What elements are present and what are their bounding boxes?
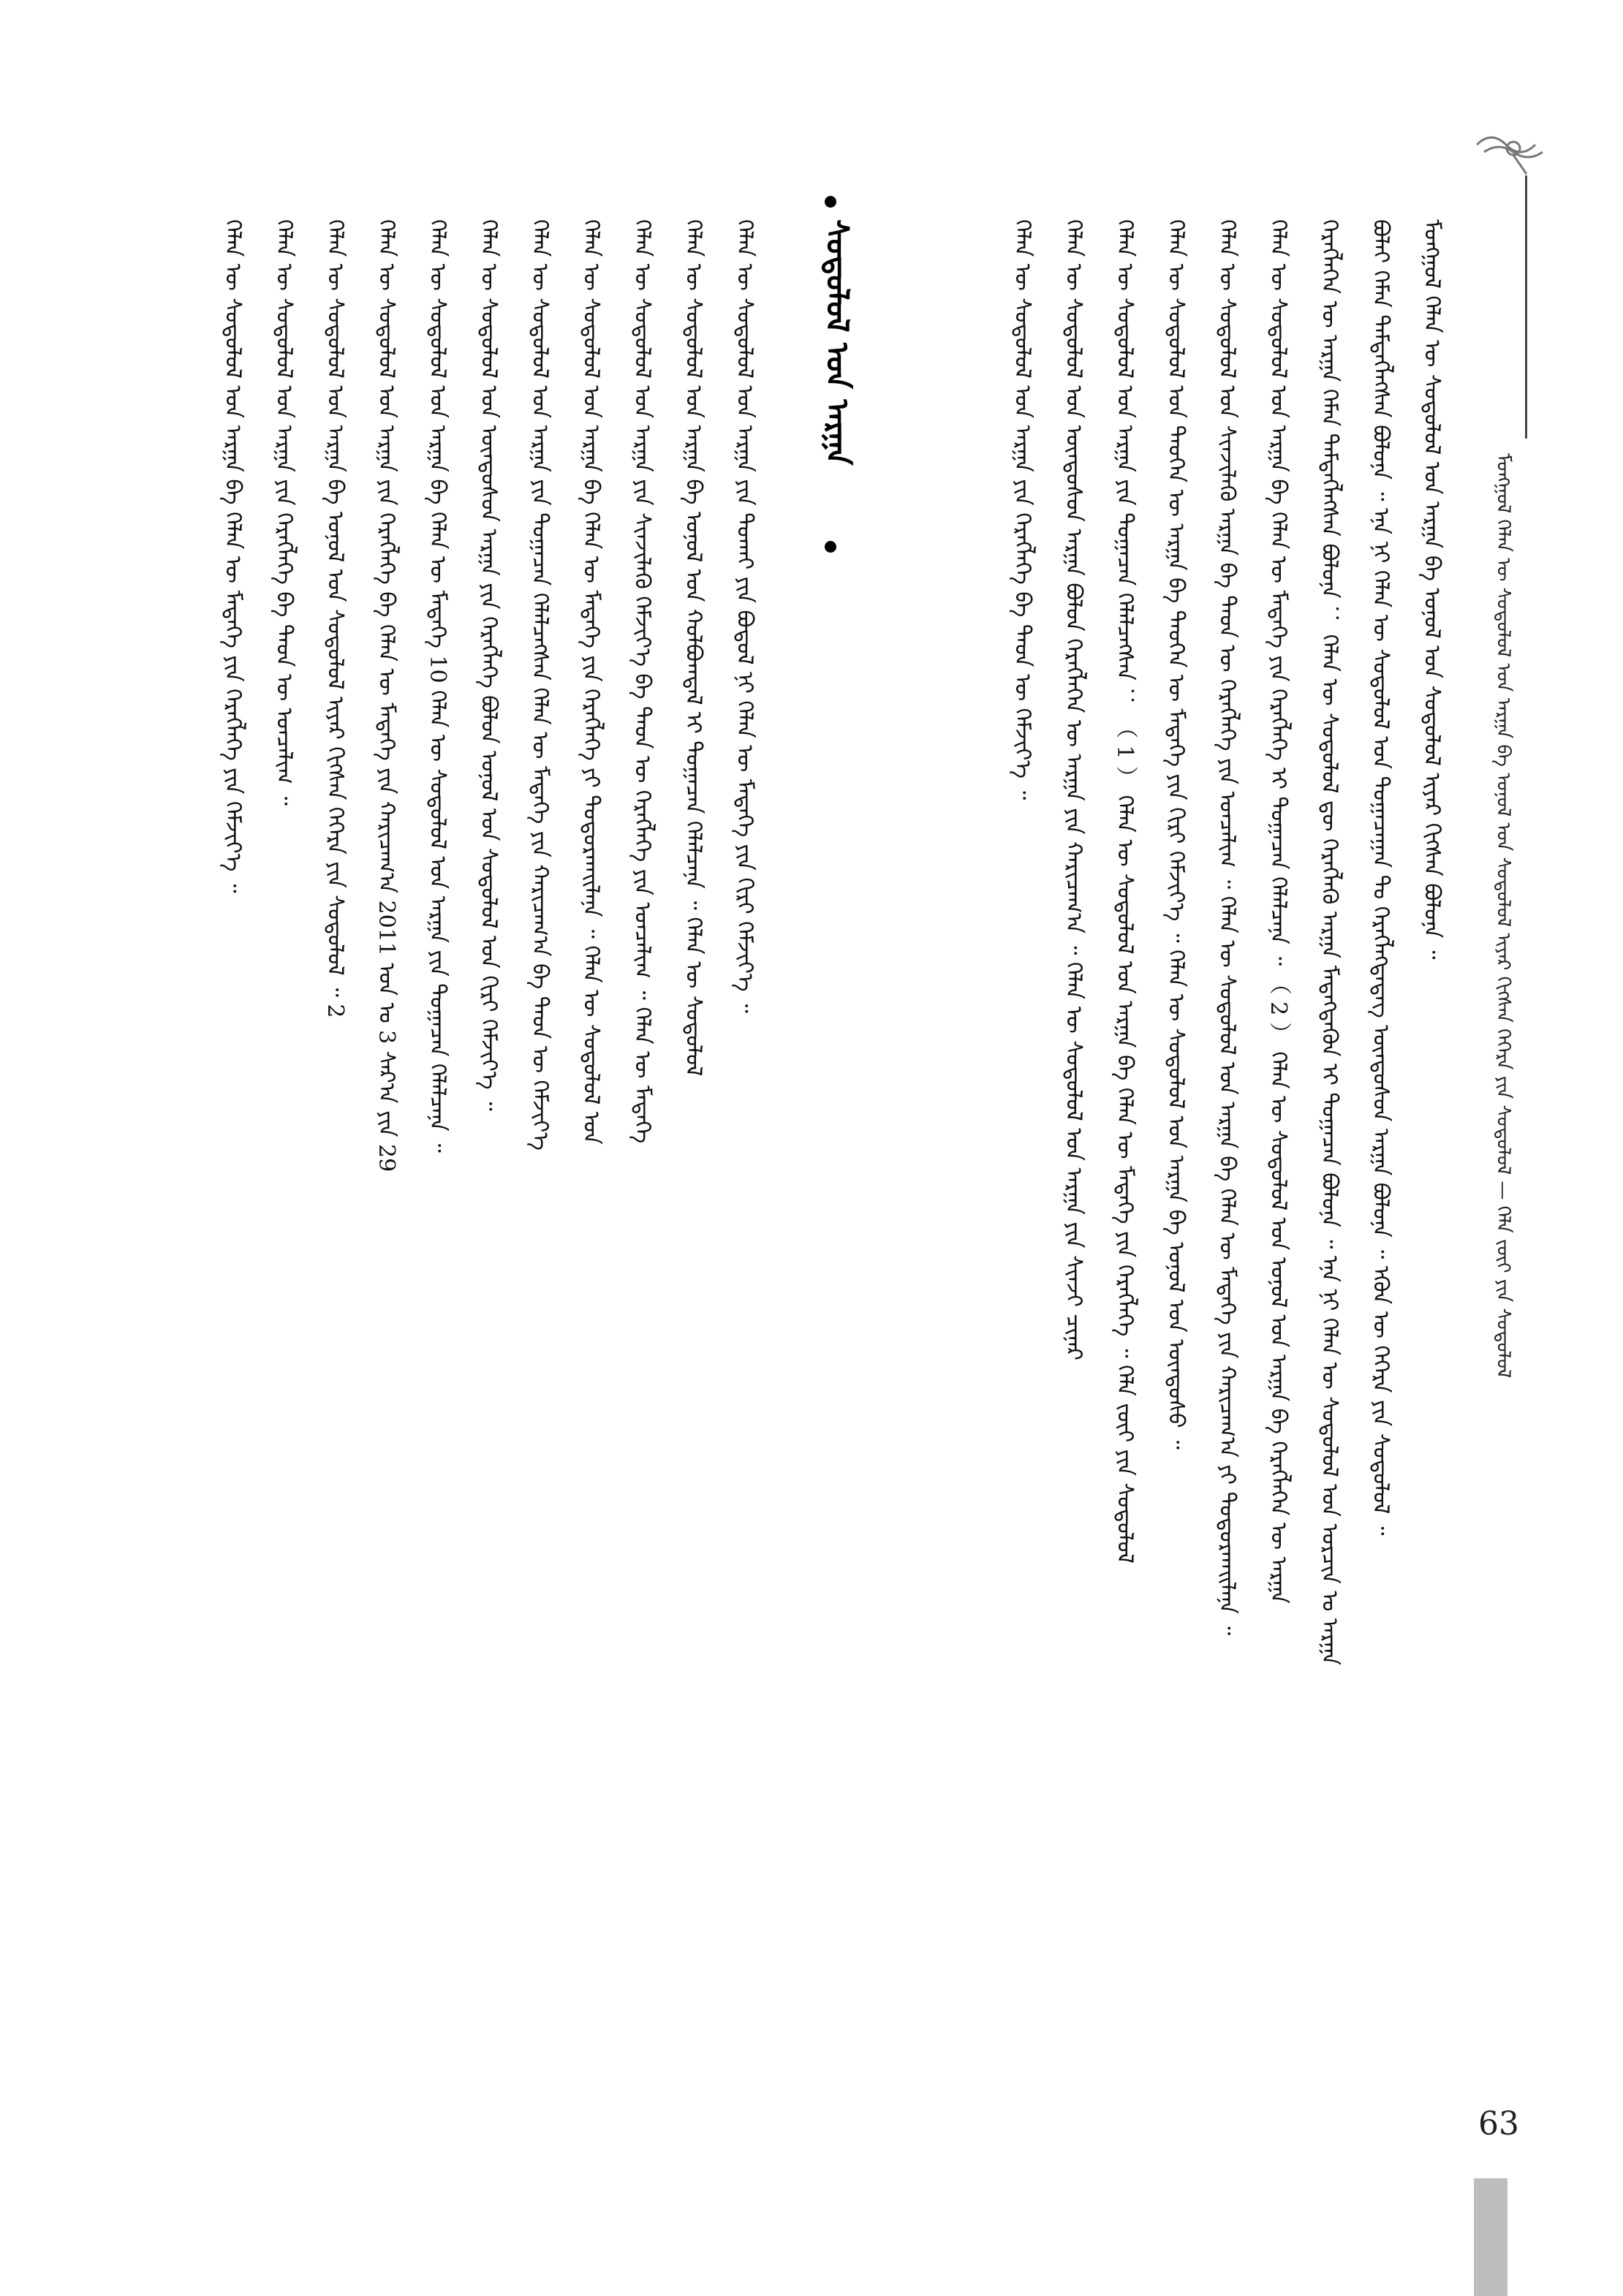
header-rule <box>1525 175 1527 439</box>
bullet-dot <box>825 541 836 553</box>
text-column: ᠮᠣᠩᠭᠣᠯ ᠬᠡᠯᠡᠨ ᠦ ᠰᠤᠳᠤᠯᠤᠯ ᠤᠨ ᠠᠷᠭᠠ ᠪᠠ ᠣᠨᠣᠯ ᠤᠨ ᠰᠤᠳᠤᠯᠤᠯ ᠢᠶᠠᠷ ᠬᠢᠭᠰᠡᠨ ᠪᠣᠯᠤᠨᠠ ᠃ <box>1419 219 1445 960</box>
page-number: 63 <box>1478 2105 1519 2142</box>
running-header: ᠮᠣᠩᠭᠣᠯ ᠬᠡᠯᠡᠨ ᠦ ᠰᠤᠳᠤᠯᠤᠯ ᠤᠨ ᠠᠷᠭᠠ ᠪᠠ ᠣᠨᠣᠯ ᠤᠨ ᠰᠤᠳᠤᠯᠤᠯ ᠢᠶᠠᠷ ᠬᠢᠭᠰᠡᠨ ᠬᠡᠭᠡᠷᠡ ᠶᠢᠨ ᠰᠤᠳᠤᠯᠤᠯ — ᠬᠡᠯᠡ ᠵᠦᠢ ᠶᠢᠨ ᠰᠤᠳᠤᠯᠤᠯ <box>1492 453 1514 1379</box>
text-column: ᠬᠡᠯᠡᠨ ᠦ ᠰᠤᠳᠤᠯᠤᠯ ᠤᠨ ᠠᠷᠭᠠ ᠶᠢᠨ ᠲᠣᠭᠠᠴᠠᠨ ᠬᠡᠯᠡᠯᠴᠡᠭᠰᠡᠨ ： （ 1 ） ᠬᠡᠯᠡᠨ ᠦ ᠰᠤᠳᠤᠯᠤᠯ ᠤᠨ ᠠᠷᠭᠠ ᠪᠠ ᠬᠡᠯᠡᠨ ᠦ ᠮᠡᠳᠡᠭᠡ ᠶᠢᠨ ᠬᠡᠷᠡᠭᠯᠡᠭᠡ ᠃ ᠬᠡᠯᠡ ᠵᠦᠢ ᠶᠢᠨ ᠰᠤᠳᠤᠯᠤᠯ <box>1112 219 1138 1564</box>
text-column: ᠬᠡᠯᠡᠨ ᠦ ᠰᠤᠳᠤᠯᠤᠯ ᠤᠨ ᠦᠨᠳᠦᠰᠦᠨ ᠠᠷᠭᠠ ᠪᠣᠯᠤᠨ ᠬᠡᠷᠡᠭᠯᠡᠭᠡᠨ ᠦ ᠠᠷᠭᠠ ᠶᠢᠨ ᠬᠠᠷᠢᠴᠠᠭ᠎ᠠ ᠃ ᠬᠡᠯᠡᠨ ᠦ ᠰᠤᠳᠤᠯᠤᠯ ᠤᠨ ᠠᠷᠭᠠ ᠶᠢᠨ ᠰᠢᠨᠵᠢ ᠴᠢᠨᠠᠷ <box>1061 219 1086 1361</box>
text-column: ᠬᠡᠯᠡᠨ ᠦ ᠰᠤᠳᠤᠯᠤᠯ ᠤᠨ ᠠᠷᠭᠠ ᠪᠠ ᠬᠡᠯᠡᠨ ᠦ ᠮᠡᠳᠡᠭᠡ ᠶᠢᠨ ᠬᠡᠷᠡᠭᠯᠡᠭᠡ ᠶᠢ ᠲᠣᠳᠤᠷᠬᠠᠢᠯᠠᠨᠠ ᠃ ᠬᠡᠯᠡᠨ ᠦ ᠰᠤᠳᠤᠯᠤᠯ ᠤᠨ <box>578 219 604 1145</box>
text-column: ᠬᠡᠯᠡᠨ ᠦ ᠰᠤᠳᠤᠯᠤᠯ ᠤᠨ ᠠᠷᠭᠠ ᠶᠢᠨ ᠬᠡᠷᠡᠭᠯᠡᠭᠡ ᠪᠠ ᠲᠡᠦᠨ ᠦ ᠬᠡᠮᠵᠢᠶ᠎ᠡ ᠃ <box>1010 219 1035 800</box>
page-edge-tab <box>1474 2178 1507 2296</box>
text-column: ᠬᠡᠷᠡᠭᠯᠡᠭᠡᠨ ᠦ ᠠᠷᠭᠠ ᠬᠡᠮᠡᠨ ᠲᠡᠮᠳᠡᠭᠯᠡᠭᠰᠡᠨ ᠪᠣᠯᠤᠨᠠ ： ᠬᠡᠯᠡᠨ ᠦ ᠰᠤᠳᠤᠯᠤᠯ ᠳᠦ ᠬᠡᠷᠡᠭᠯᠡᠬᠦ ᠠᠷᠭᠠ ᠮᠡᠳᠡᠭᠳᠡᠬᠦᠨ ᠢ ᠲᠣᠭᠠᠴᠠᠨ ᠪᠣᠯᠤᠨᠠ ᠃ ᠡᠨᠡ ᠨᠢ ᠬᠡᠯᠡᠨ ᠦ ᠰᠤᠳᠤᠯᠤᠯ ᠤᠨ ᠣᠷᠴᠢᠨ ᠤ ᠠᠷᠭᠠ <box>1317 219 1342 1666</box>
text-column: ᠬᠡᠯᠡᠨ ᠦ ᠰᠤᠳᠤᠯᠤᠯ ᠤᠨ ᠠᠷᠭᠠ ᠪᠠ ᠣᠨᠣᠯ ᠤᠨ ᠰᠤᠳᠤᠯᠤᠯ ᠢᠶᠠᠷ ᠬᠢᠭᠰᠡᠨ ᠬᠡᠭᠡᠷᠡ ᠶᠢᠨ ᠰᠤᠳᠤᠯᠤᠯ ᠃ 2 <box>322 219 348 1018</box>
text-column: ᠬᠡᠯᠡᠨ ᠦ ᠰᠤᠳᠤᠯᠤᠯ ᠤᠨ ᠠᠷᠭᠠ ᠶᠢᠨ ᠬᠡᠷᠡᠭᠯᠡᠭᠡ ᠪᠠ ᠬᠡᠯᠡᠨ ᠦ ᠮᠡᠳᠡᠭᠡ ᠶᠢᠨ ᠬᠠᠷᠢᠴᠠᠭ᠎ᠠ 2011 ᠣᠨ ᠤ 3 ᠰᠠᠷ᠎ᠠ ᠶᠢᠨ 29 <box>374 219 399 1172</box>
section-heading: ᠰᠤᠳᠤᠯᠤᠯ ᠤᠨ ᠠᠷᠭᠠ <box>820 219 855 466</box>
text-column: ᠬᠡᠯᠡᠨ ᠦ ᠰᠤᠳᠤᠯᠤᠯ ᠤᠨ ᠠᠷᠭᠠ ᠪᠠ ᠬᠡᠯᠡᠨ ᠦ ᠮᠡᠳᠡᠭᠡ ᠶᠢᠨ ᠬᠡᠷᠡᠭᠯᠡᠭᠡ ᠢ ᠲᠣᠭᠠᠴᠠᠨ ᠬᠡᠯᠡᠯᠴᠡᠨᠡ ᠃ （ 2 ） ᠬᠡᠯᠡᠨ ᠦ ᠰᠤᠳᠤᠯᠤᠯ ᠤᠨ ᠣᠨᠣᠯ ᠤᠨ ᠠᠷᠭᠠ ᠪᠠ ᠬᠡᠷᠡᠭᠯᠡᠭᠡᠨ ᠦ ᠠᠷᠭᠠ <box>1266 219 1291 1604</box>
text-column: ᠬᠡᠯᠡᠨ ᠦ ᠰᠤᠳᠤᠯᠤᠯ ᠤᠨ ᠠᠷᠭᠠ ᠶᠢᠨ ᠰᠢᠨᠵᠢᠯᠡᠬᠦ ᠬᠡᠮᠵᠢᠶ᠎ᠡ ᠪᠠ ᠲᠡᠦᠨ ᠦ ᠬᠡᠷᠡᠭᠯᠡᠭᠡ ᠶᠢᠨ ᠣᠨᠴᠠᠯᠢᠭ ᠃ ᠬᠡᠯᠡᠨ ᠦ ᠮᠡᠳᠡᠭᠡ <box>629 219 655 1144</box>
text-column: ᠬᠡᠯᠡᠨ ᠦ ᠰᠤᠳᠤᠯᠤᠯ ᠤᠨ ᠰᠢᠨᠵᠢᠯᠡᠬᠦ ᠠᠷᠭᠠ ᠪᠠ ᠲᠡᠦᠨ ᠦ ᠬᠡᠷᠡᠭᠯᠡᠭᠡ ᠶᠢᠨ ᠣᠨᠴᠠᠯᠢᠭ ᠃ ᠬᠡᠯᠡᠨ ᠦ ᠰᠤᠳᠤᠯᠤᠯ ᠤᠨ ᠠᠷᠭᠠ ᠪᠠ ᠬᠡᠯᠡᠨ ᠦ ᠮᠡᠳᠡᠭᠡ ᠶᠢᠨ ᠬᠠᠷᠢᠴᠠᠭ᠎ᠠ ᠶᠢ ᠲᠣᠳᠤᠷᠬᠠᠢᠯᠠᠨᠠ ᠃ <box>1214 219 1240 1636</box>
text-column: ᠬᠡᠯᠡᠨ ᠦ ᠰᠤᠳᠤᠯᠤᠯ ᠤᠨ ᠠᠷᠭᠠ ᠪᠠ ᠬᠡᠯᠡᠨ ᠦ ᠮᠡᠳᠡᠭᠡ ᠶᠢᠨ ᠬᠡᠷᠡᠭᠯᠡᠭᠡ ᠶᠢᠨ ᠬᠡᠮᠵᠢᠶ᠎ᠡ ᠃ <box>220 219 246 893</box>
text-column: ᠪᠣᠯᠠᠢ ᠬᠡᠮᠡᠨ ᠲᠡᠮᠳᠡᠭᠯᠡᠭᠰᠡᠨ ᠪᠣᠯᠤᠨᠠ ᠃ ᠡᠨᠡ ᠨᠢ ᠬᠡᠯᠡᠨ ᠦ ᠰᠤᠳᠤᠯᠤᠯ ᠤᠨ ᠲᠣᠭᠠᠴᠠᠭᠠᠨ ᠲᠤ ᠬᠡᠷᠡᠭᠯᠡᠭᠳᠡᠳᠡᠭ ᠦᠨᠳᠦᠰᠦᠨ ᠠᠷᠭᠠ ᠪᠣᠯᠤᠨᠠ ᠃ ᠡᠭᠦᠨ ᠦ ᠬᠡᠭᠡᠷᠡ ᠶᠢᠨ ᠰᠤᠳᠤᠯᠤᠯ ᠃ <box>1368 219 1393 1536</box>
text-column: ᠬᠡᠯᠡᠨ ᠦ ᠰᠤᠳᠤᠯᠤᠯ ᠤᠨ ᠦᠨᠳᠦᠰᠦᠨ ᠠᠷᠭᠠ ᠶᠢᠨ ᠬᠡᠷᠡᠭᠯᠡᠭᠡ ᠪᠣᠯᠤᠨ ᠣᠨᠣᠯ ᠤᠨ ᠰᠤᠳᠤᠯᠤᠯ ᠤᠨ ᠬᠢᠷᠢ ᠬᠡᠮᠵᠢᠶ᠎ᠡ ᠃ <box>476 219 502 1111</box>
text-column: ᠬᠡᠯᠡᠨ ᠦ ᠰᠤᠳᠤᠯᠤᠯ ᠤᠨ ᠠᠷᠭᠠ ᠪᠠ ᠬᠡᠯᠡᠨ ᠦ ᠮᠡᠳᠡᠭᠡ 10 ᠬᠡᠯᠡᠨ ᠦ ᠰᠤᠳᠤᠯᠤᠯ ᠤᠨ ᠠᠷᠭᠠ ᠶᠢᠨ ᠲᠣᠭᠠᠴᠠᠨ ᠬᠡᠯᠡᠯᠴᠡᠨᠡ ᠃ <box>425 219 450 1153</box>
ornament-flourish <box>1462 123 1565 181</box>
bullet-dot <box>825 196 836 208</box>
text-column: ᠬᠡᠯᠡᠨ ᠦ ᠰᠤᠳᠤᠯᠤᠯ ᠤᠨ ᠠᠷᠭᠠ ᠶᠢᠨ ᠲᠣᠭᠠᠴᠠᠨ ᠬᠡᠯᠡᠯᠴᠡᠭᠰᠡᠨ ᠬᠡᠯᠡᠨ ᠦ ᠮᠡᠳᠡᠭᠡ ᠶᠢᠨ ᠬᠠᠷᠢᠴᠠᠭ᠎ᠠ ᠪᠠ ᠲᠡᠦᠨ ᠦ ᠬᠡᠮᠵᠢᠶ᠎ᠡ <box>527 219 553 1151</box>
text-column: ᠬᠡᠯᠡᠨ ᠦ ᠰᠤᠳᠤᠯᠤᠯ ᠤᠨ ᠠᠷᠭᠠ ᠶᠢᠨ ᠬᠡᠷᠡᠭᠯᠡᠭᠡ ᠪᠠ ᠲᠡᠦᠨ ᠦ ᠣᠨᠴᠠᠯᠢᠭ ᠃ <box>271 219 297 806</box>
text-column: ᠬᠡᠯᠡᠨ ᠦ ᠰᠤᠳᠤᠯᠤᠯ ᠤᠨ ᠲᠡᠦᠬᠡᠨ ᠦ ᠠᠷᠭᠠ ᠪᠠ ᠲᠡᠦᠬᠡᠨ ᠦ ᠮᠡᠳᠡᠭᠡ ᠶᠢᠨ ᠬᠢᠷᠢ ᠬᠡᠮᠵᠢᠶ᠎ᠡ ᠃ ᠬᠡᠯᠡᠨ ᠦ ᠰᠤᠳᠤᠯᠤᠯ ᠤᠨ ᠠᠷᠭᠠ ᠪᠠ ᠣᠨᠣᠯ ᠤᠨ ᠦᠨᠳᠦᠰᠦ ᠃ <box>1163 219 1189 1450</box>
text-column: ᠬᠡᠯᠡᠨ ᠦ ᠰᠤᠳᠤᠯᠤᠯ ᠤᠨ ᠠᠷᠭᠠ ᠶᠢᠨ ᠲᠤᠬᠠᠢ ᠶᠢᠨ ᠪᠣᠳᠤᠯ ᠨᠢ ᠬᠡᠯᠡᠨ ᠦ ᠮᠡᠳᠡᠭᠡ ᠶᠢᠨ ᠬᠢᠷᠢ ᠬᠡᠮᠵᠢᠶ᠎ᠡ ᠃ <box>732 219 757 1013</box>
text-column: ᠬᠡᠯᠡᠨ ᠦ ᠰᠤᠳᠤᠯᠤᠯ ᠤᠨ ᠠᠷᠭᠠ ᠪᠠ ᠣᠨᠣᠯ ᠤᠨ ᠬᠣᠯᠪᠣᠭᠳᠠᠯ ᠢ ᠲᠣᠭᠠᠴᠠᠨ ᠬᠡᠯᠡᠯᠴᠡᠨᠡ ᠃ ᠬᠡᠯᠡᠨ ᠦ ᠰᠤᠳᠤᠯᠤᠯ <box>681 219 706 1077</box>
